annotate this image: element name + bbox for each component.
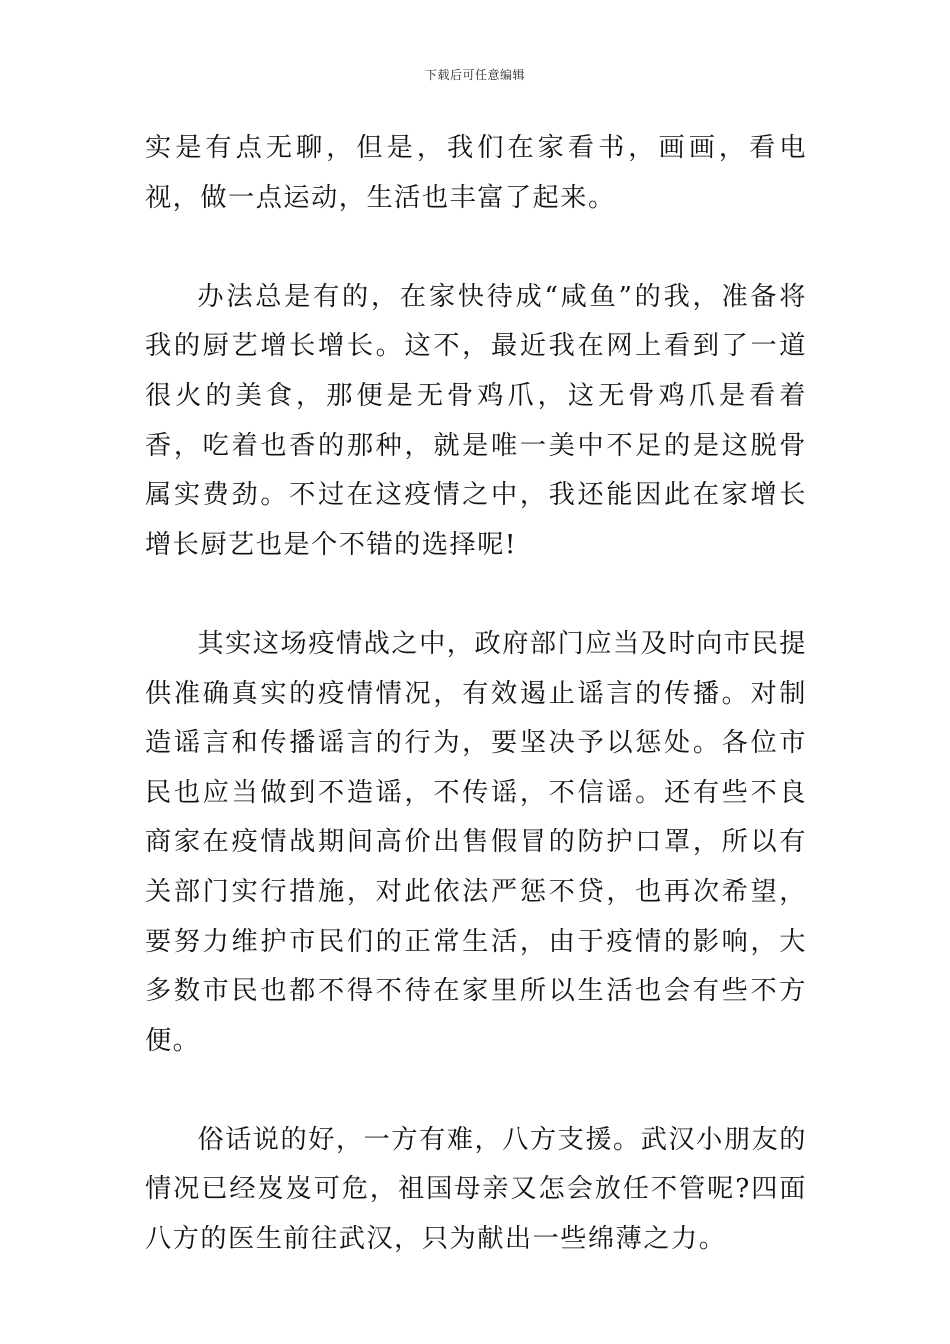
paragraph: 俗话说的好，一方有难，八方支援。武汉小朋友的情况已经岌岌可危，祖国母亲又怎会放任不管呢?四面八方的医生前往武汉，只为献出一些绵薄之力。: [145, 1124, 807, 1255]
paragraph: 其实这场疫情战之中，政府部门应当及时向市民提供准确真实的疫情情况，有效遏止谣言的传播。对制造谣言和传播谣言的行为，要坚决予以惩处。各位市民也应当做到不造谣，不传谣，不信谣。还有些不良商家在疫情战期间高价出售假冒的防护口罩，所以有关部门实行措施，对此依法严惩不贷，也再次希望，要努力维护市民们的正常生活，由于疫情的影响，大多数市民也都不得不待在家里所以生活也会有些不方便。: [145, 628, 807, 1056]
paragraph: 办法总是有的，在家快待成“咸鱼”的我，准备将我的厨艺增长增长。这不，最近我在网上看到了一道很火的美食，那便是无骨鸡爪，这无骨鸡爪是看着香，吃着也香的那种，就是唯一美中不足的是这脱骨属实费劲。不过在这疫情之中，我还能因此在家增长增长厨艺也是个不错的选择呢!: [145, 281, 807, 560]
paragraph: 实是有点无聊，但是，我们在家看书，画画，看电视，做一点运动，生活也丰富了起来。: [145, 133, 807, 213]
document-body: [145, 124, 807, 1265]
page-header: 下载后可任意编辑: [424, 68, 525, 82]
